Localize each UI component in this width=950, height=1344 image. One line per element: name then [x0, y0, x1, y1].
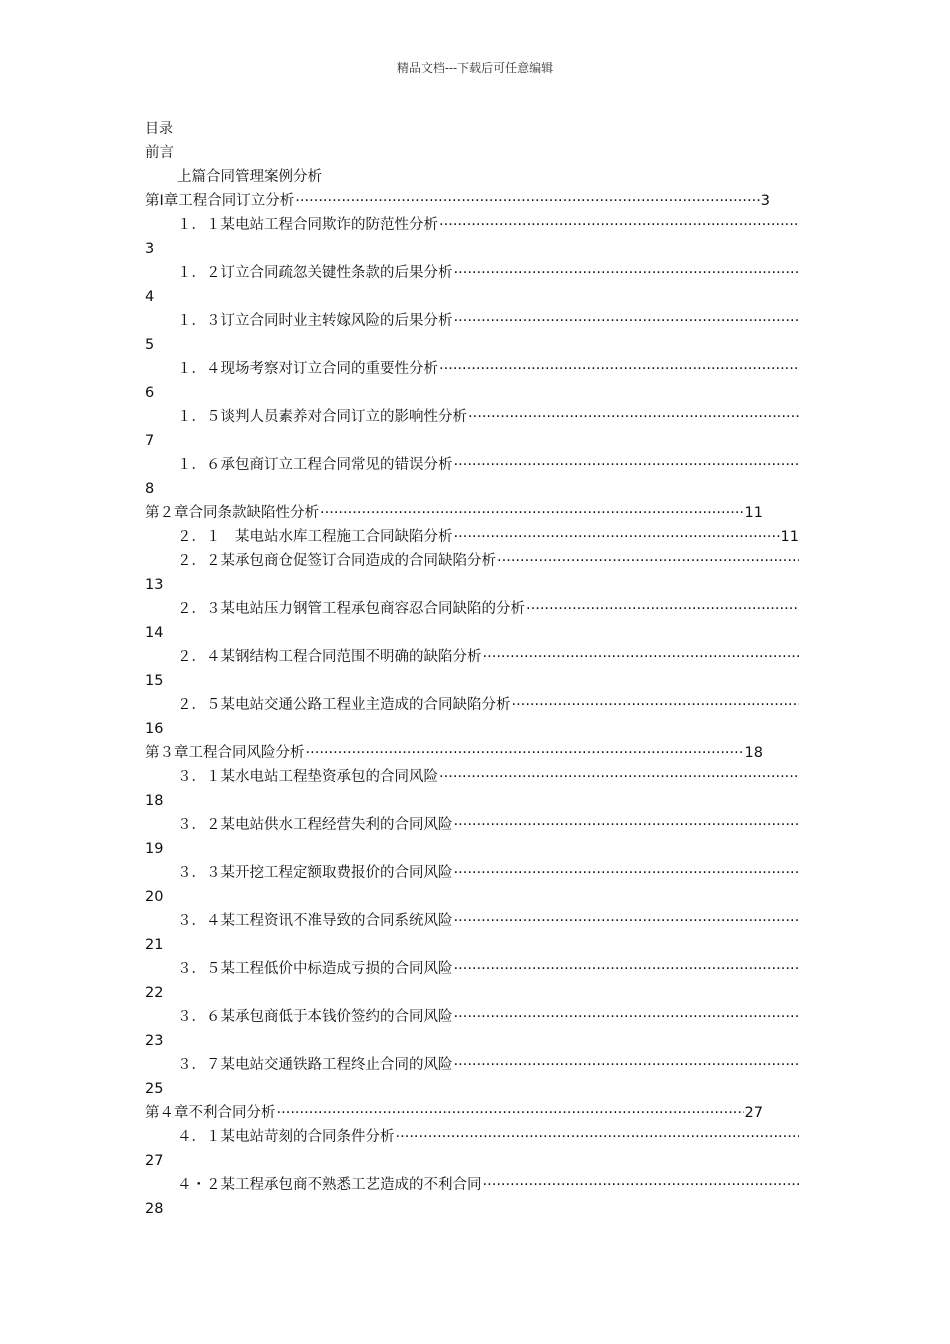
- toc-chapter-2[interactable]: [145, 502, 763, 524]
- section-page: 21: [145, 937, 164, 953]
- section-title: ２．３某电站压力钢管工程承包商容忍合同缺陷的分析: [177, 601, 525, 617]
- chapter-title: 第Ⅰ章工程合同订立分析: [145, 193, 295, 209]
- section-page: 6: [145, 385, 155, 401]
- preface-link[interactable]: 前言: [145, 145, 174, 161]
- toc-section-4-1[interactable]: [177, 1126, 800, 1148]
- section-title: ３．６某承包商低于本钱价签约的合同风险: [177, 1009, 453, 1025]
- dot-leader: [439, 766, 799, 788]
- section-page: 15: [145, 673, 164, 689]
- section-title: ２．５某电站交通公路工程业主造成的合同缺陷分析: [177, 697, 511, 713]
- chapter-title: 第４章不利合同分析: [145, 1105, 276, 1121]
- toc-chapter-1[interactable]: [145, 190, 770, 212]
- section-page: 8: [145, 481, 155, 497]
- dot-leader: [454, 910, 800, 932]
- dot-leader: [454, 526, 780, 548]
- toc-section-2-5[interactable]: [177, 694, 800, 716]
- toc-section-3-2[interactable]: [177, 814, 800, 836]
- toc-section-2-4[interactable]: [177, 646, 800, 668]
- toc-section-3-4[interactable]: [177, 910, 800, 932]
- dot-leader: [306, 742, 744, 764]
- toc-section-1-4[interactable]: [177, 358, 800, 380]
- toc-chapter-3[interactable]: [145, 742, 763, 764]
- dot-leader: [483, 646, 800, 668]
- toc-section-3-5[interactable]: [177, 958, 800, 980]
- section-page: 13: [145, 577, 164, 593]
- section-title: ４．１某电站苛刻的合同条件分析: [177, 1129, 395, 1145]
- section-title: ３．３某开挖工程定额取费报价的合同风险: [177, 865, 453, 881]
- section-title: ２．１ 某电站水库工程施工合同缺陷分析: [177, 529, 453, 545]
- toc-section-1-5[interactable]: [177, 406, 800, 428]
- section-page: 3: [145, 241, 155, 257]
- section-page: 28: [145, 1201, 164, 1217]
- part-title: 上篇合同管理案例分析: [177, 169, 322, 185]
- dot-leader: [454, 1054, 800, 1076]
- page-header: 精品文档---下载后可任意编辑: [396, 61, 554, 75]
- section-title: ３．５某工程低价中标造成亏损的合同风险: [177, 961, 453, 977]
- dot-leader: [468, 406, 799, 428]
- dot-leader: [454, 310, 800, 332]
- toc-section-1-3[interactable]: [177, 310, 800, 332]
- dot-leader: [439, 214, 799, 236]
- section-title: １．４现场考察对订立合同的重要性分析: [177, 361, 438, 377]
- dot-leader: [295, 190, 759, 212]
- section-title: ３．１某水电站工程垫资承包的合同风险: [177, 769, 438, 785]
- chapter-title: 第３章工程合同风险分析: [145, 745, 305, 761]
- section-page: 11: [780, 529, 799, 545]
- section-page: 18: [145, 793, 164, 809]
- toc-section-1-1[interactable]: [177, 214, 800, 236]
- section-page: 25: [145, 1081, 164, 1097]
- section-title: ４・２某工程承包商不熟悉工艺造成的不利合同: [177, 1177, 482, 1193]
- dot-leader: [320, 502, 744, 524]
- toc-section-3-7[interactable]: [177, 1054, 800, 1076]
- section-page: 14: [145, 625, 164, 641]
- section-page: 7: [145, 433, 155, 449]
- dot-leader: [483, 1174, 800, 1196]
- section-title: ３．２某电站供水工程经营失利的合同风险: [177, 817, 453, 833]
- toc-section-1-6[interactable]: [177, 454, 800, 476]
- dot-leader: [497, 550, 799, 572]
- chapter-title: 第２章合同条款缺陷性分析: [145, 505, 319, 521]
- chapter-page: 27: [744, 1105, 763, 1121]
- section-page: 20: [145, 889, 164, 905]
- dot-leader: [454, 862, 800, 884]
- toc-chapter-4[interactable]: [145, 1102, 763, 1124]
- dot-leader: [526, 598, 799, 620]
- section-title: ２．２某承包商仓促签订合同造成的合同缺陷分析: [177, 553, 496, 569]
- toc-title: 目录: [145, 121, 173, 137]
- chapter-page: 18: [744, 745, 763, 761]
- section-title: ３．７某电站交通铁路工程终止合同的风险: [177, 1057, 453, 1073]
- dot-leader: [454, 814, 800, 836]
- section-title: ２．４某钢结构工程合同范围不明确的缺陷分析: [177, 649, 482, 665]
- section-page: 5: [145, 337, 155, 353]
- toc-section-2-3[interactable]: [177, 598, 800, 620]
- toc-section-2-2[interactable]: [177, 550, 800, 572]
- section-title: １．５谈判人员素养对合同订立的影响性分析: [177, 409, 467, 425]
- section-title: ３．４某工程资讯不准导致的合同系统风险: [177, 913, 453, 929]
- chapter-page: 11: [744, 505, 763, 521]
- section-page: 22: [145, 985, 164, 1001]
- section-title: １．３订立合同时业主转嫁风险的后果分析: [177, 313, 453, 329]
- section-page: 19: [145, 841, 164, 857]
- dot-leader: [454, 1006, 800, 1028]
- toc-section-1-2[interactable]: [177, 262, 800, 284]
- dot-leader: [454, 262, 800, 284]
- section-title: １．２订立合同疏忽关键性条款的后果分析: [177, 265, 453, 281]
- toc-section-3-6[interactable]: [177, 1006, 800, 1028]
- toc-section-3-1[interactable]: [177, 766, 800, 788]
- toc-section-4-2[interactable]: [177, 1174, 800, 1196]
- section-page: 16: [145, 721, 164, 737]
- dot-leader: [439, 358, 799, 380]
- dot-leader: [454, 454, 800, 476]
- section-page: 4: [145, 289, 155, 305]
- section-title: １．６承包商订立工程合同常见的错误分析: [177, 457, 453, 473]
- section-page: 23: [145, 1033, 164, 1049]
- section-title: １．１某电站工程合同欺诈的防范性分析: [177, 217, 438, 233]
- dot-leader: [396, 1126, 800, 1148]
- dot-leader: [512, 694, 800, 716]
- chapter-page: 3: [760, 193, 770, 209]
- section-page: 27: [145, 1153, 164, 1169]
- toc-section-3-3[interactable]: [177, 862, 800, 884]
- dot-leader: [277, 1102, 744, 1124]
- toc-section-2-1[interactable]: [177, 526, 799, 548]
- dot-leader: [454, 958, 800, 980]
